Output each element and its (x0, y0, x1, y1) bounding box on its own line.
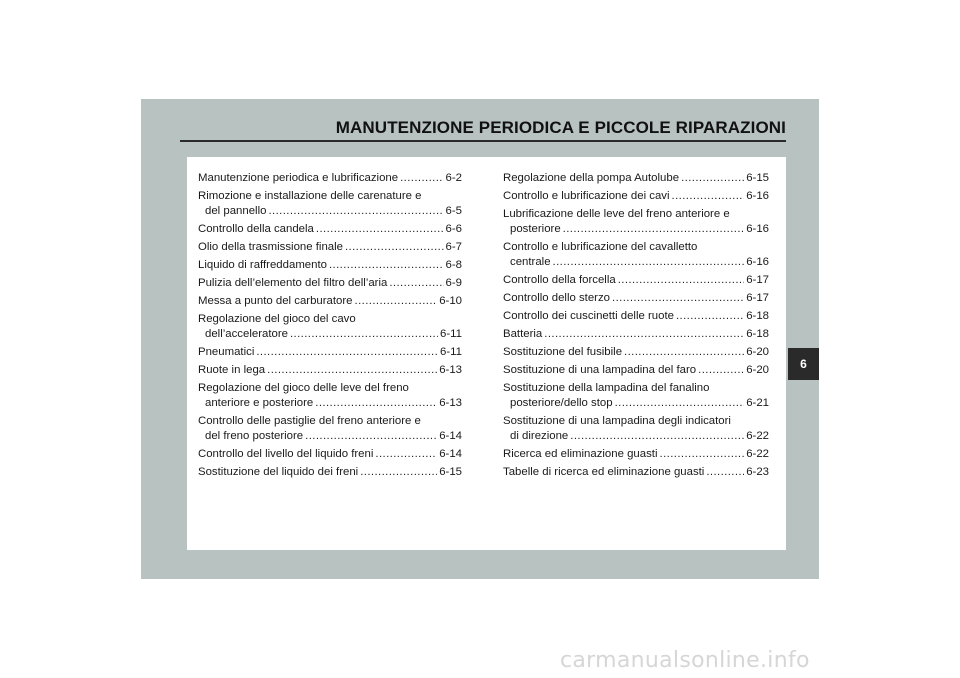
toc-page-number: 6-22 (746, 448, 769, 460)
toc-entry-title-line: Pneumatici (198, 346, 255, 358)
toc-entry[interactable] (503, 465, 769, 480)
toc-page-number: 6-5 (445, 205, 462, 217)
toc-entry-title-line: del freno posteriore (205, 430, 304, 442)
toc-page-number: 6-14 (439, 430, 462, 442)
toc-entry[interactable] (198, 447, 462, 462)
toc-entry-title-line: Controllo e lubrificazione dei cavi (503, 190, 670, 202)
toc-entry[interactable] (503, 207, 769, 237)
toc-entry[interactable] (503, 171, 769, 186)
toc-page-number: 6-2 (445, 172, 462, 184)
dot-leader (660, 447, 745, 462)
toc-left-column (198, 171, 462, 483)
toc-page-number: 6-20 (746, 346, 769, 358)
toc-page-number: 6-11 (440, 328, 462, 340)
toc-entry-title-line: Rimozione e installazione delle carenature e (198, 190, 422, 202)
toc-entry-title-line: Manutenzione periodica e lubrificazione (198, 172, 399, 184)
toc-page-number: 6-13 (439, 364, 462, 376)
toc-entry-title-line: di direzione (510, 430, 569, 442)
toc-page-number: 6-7 (445, 241, 462, 253)
dot-leader (360, 465, 437, 480)
toc-entry[interactable] (503, 189, 769, 204)
toc-entry-title-line: Sostituzione del fusibile (503, 346, 623, 358)
toc-entry-title-line: posteriore/dello stop (510, 397, 613, 409)
toc-entry-title-line: Regolazione della pompa Autolube (503, 172, 680, 184)
toc-entry[interactable] (198, 345, 462, 360)
dot-leader (681, 171, 744, 186)
dot-leader (345, 240, 444, 255)
dot-leader (355, 294, 438, 309)
toc-entry[interactable] (198, 222, 462, 237)
dot-leader (268, 204, 443, 219)
toc-entry-title-line: Controllo e lubrificazione del cavalletto (503, 241, 698, 253)
dot-leader (267, 363, 437, 378)
toc-page-number: 6-11 (440, 346, 462, 358)
toc-page-number: 6-15 (439, 466, 462, 478)
toc-entry[interactable] (503, 363, 769, 378)
toc-page-number: 6-18 (746, 328, 769, 340)
toc-entry[interactable] (198, 276, 462, 291)
toc-page-number: 6-22 (746, 430, 769, 442)
toc-page-number: 6-16 (746, 256, 769, 268)
dot-leader (676, 309, 744, 324)
toc-page-number: 6-18 (746, 310, 769, 322)
dot-leader (553, 255, 745, 270)
toc-entry-title-line: Messa a punto del carburatore (198, 295, 353, 307)
toc-entry[interactable] (198, 363, 462, 378)
toc-page-number: 6-8 (445, 259, 462, 271)
toc-entry[interactable] (198, 294, 462, 309)
toc-entry[interactable] (503, 414, 769, 444)
toc-entry[interactable] (503, 327, 769, 342)
toc-right-column (503, 171, 769, 483)
toc-entry-title-line: Regolazione del gioco delle leve del freno (198, 382, 409, 394)
toc-entry-title-line: Olio della trasmissione finale (198, 241, 343, 253)
toc-entry-title-line: Tabelle di ricerca ed eliminazione guasti (503, 466, 705, 478)
toc-page-number: 6-20 (746, 364, 769, 376)
dot-leader (290, 327, 438, 342)
dot-leader (315, 396, 437, 411)
toc-page-number: 6-14 (439, 448, 462, 460)
toc-entry-title-line: anteriore e posteriore (205, 397, 314, 409)
toc-entry-title-line: Sostituzione di una lampadina degli indicatori (503, 415, 731, 427)
toc-entry[interactable] (198, 189, 462, 219)
toc-page-number: 6-13 (439, 397, 462, 409)
toc-panel (187, 157, 786, 550)
toc-page-number: 6-16 (746, 223, 769, 235)
dot-leader (570, 429, 744, 444)
dot-leader (615, 396, 745, 411)
toc-entry[interactable] (503, 345, 769, 360)
title-underline (180, 140, 786, 142)
toc-entry-title-line: Pulizia dell’elemento del filtro dell’aria (198, 277, 388, 289)
dot-leader (400, 171, 443, 186)
toc-page-number: 6-10 (439, 295, 462, 307)
dot-leader (544, 327, 744, 342)
toc-page-number: 6-17 (746, 292, 769, 304)
toc-page-number: 6-16 (746, 190, 769, 202)
toc-entry-title-line: Liquido di raffreddamento (198, 259, 327, 271)
dot-leader (698, 363, 744, 378)
toc-page-number: 6-6 (445, 223, 462, 235)
toc-entry-title-line: Ricerca ed eliminazione guasti (503, 448, 658, 460)
toc-entry-title-line: dell’acceleratore (205, 328, 288, 340)
toc-entry[interactable] (198, 312, 462, 342)
toc-entry[interactable] (503, 381, 769, 411)
toc-entry-title-line: Controllo dei cuscinetti delle ruote (503, 310, 674, 322)
dot-leader (672, 189, 745, 204)
toc-entry-title-line: Sostituzione della lampadina del fanalino (503, 382, 710, 394)
dot-leader (256, 345, 438, 360)
dot-leader (305, 429, 437, 444)
toc-entry[interactable] (503, 240, 769, 270)
toc-entry-title-line: Regolazione del gioco del cavo (198, 313, 356, 325)
toc-entry-title-line: Controllo del livello del liquido freni (198, 448, 374, 460)
toc-entry-title-line: Controllo della forcella (503, 274, 616, 286)
toc-entry[interactable] (503, 309, 769, 324)
dot-leader (706, 465, 744, 480)
toc-entry-title-line: centrale (510, 256, 551, 268)
toc-page-number: 6-21 (746, 397, 769, 409)
dot-leader (375, 447, 437, 462)
dot-leader (612, 291, 744, 306)
toc-entry-title-line: posteriore (510, 223, 561, 235)
toc-entry[interactable] (198, 240, 462, 255)
toc-entry[interactable] (503, 447, 769, 462)
toc-entry-title-line: del pannello (205, 205, 267, 217)
toc-entry[interactable] (198, 258, 462, 273)
toc-entry[interactable] (503, 273, 769, 288)
toc-entry-title-line: Controllo delle pastiglie del freno anteriore e (198, 415, 421, 427)
toc-entry[interactable] (198, 171, 462, 186)
toc-page-number: 6-9 (445, 277, 462, 289)
dot-leader (389, 276, 443, 291)
toc-entry[interactable] (198, 465, 462, 480)
toc-entry-title-line: Ruote in lega (198, 364, 266, 376)
dot-leader (624, 345, 744, 360)
page-title: MANUTENZIONE PERIODICA E PICCOLE RIPARAZIONI (335, 118, 786, 137)
toc-entry[interactable] (198, 414, 462, 444)
toc-entry[interactable] (198, 381, 462, 411)
toc-entry-title-line: Sostituzione del liquido dei freni (198, 466, 359, 478)
toc-entry[interactable] (503, 291, 769, 306)
toc-entry-title-line: Sostituzione di una lampadina del faro (503, 364, 697, 376)
dot-leader (618, 273, 744, 288)
toc-entry-title-line: Lubrificazione delle leve del freno anteriore e (503, 208, 730, 220)
toc-page-number: 6-23 (746, 466, 769, 478)
toc-entry-title-line: Controllo dello sterzo (503, 292, 610, 304)
toc-page-number: 6-15 (746, 172, 769, 184)
dot-leader (316, 222, 444, 237)
dot-leader (563, 222, 745, 237)
chapter-tab[interactable]: 6 (788, 348, 819, 380)
toc-entry-title-line: Batteria (503, 328, 543, 340)
toc-page-number: 6-17 (746, 274, 769, 286)
watermark-text: carmanualsonline.info (560, 648, 810, 673)
toc-entry-title-line: Controllo della candela (198, 223, 314, 235)
dot-leader (329, 258, 444, 273)
